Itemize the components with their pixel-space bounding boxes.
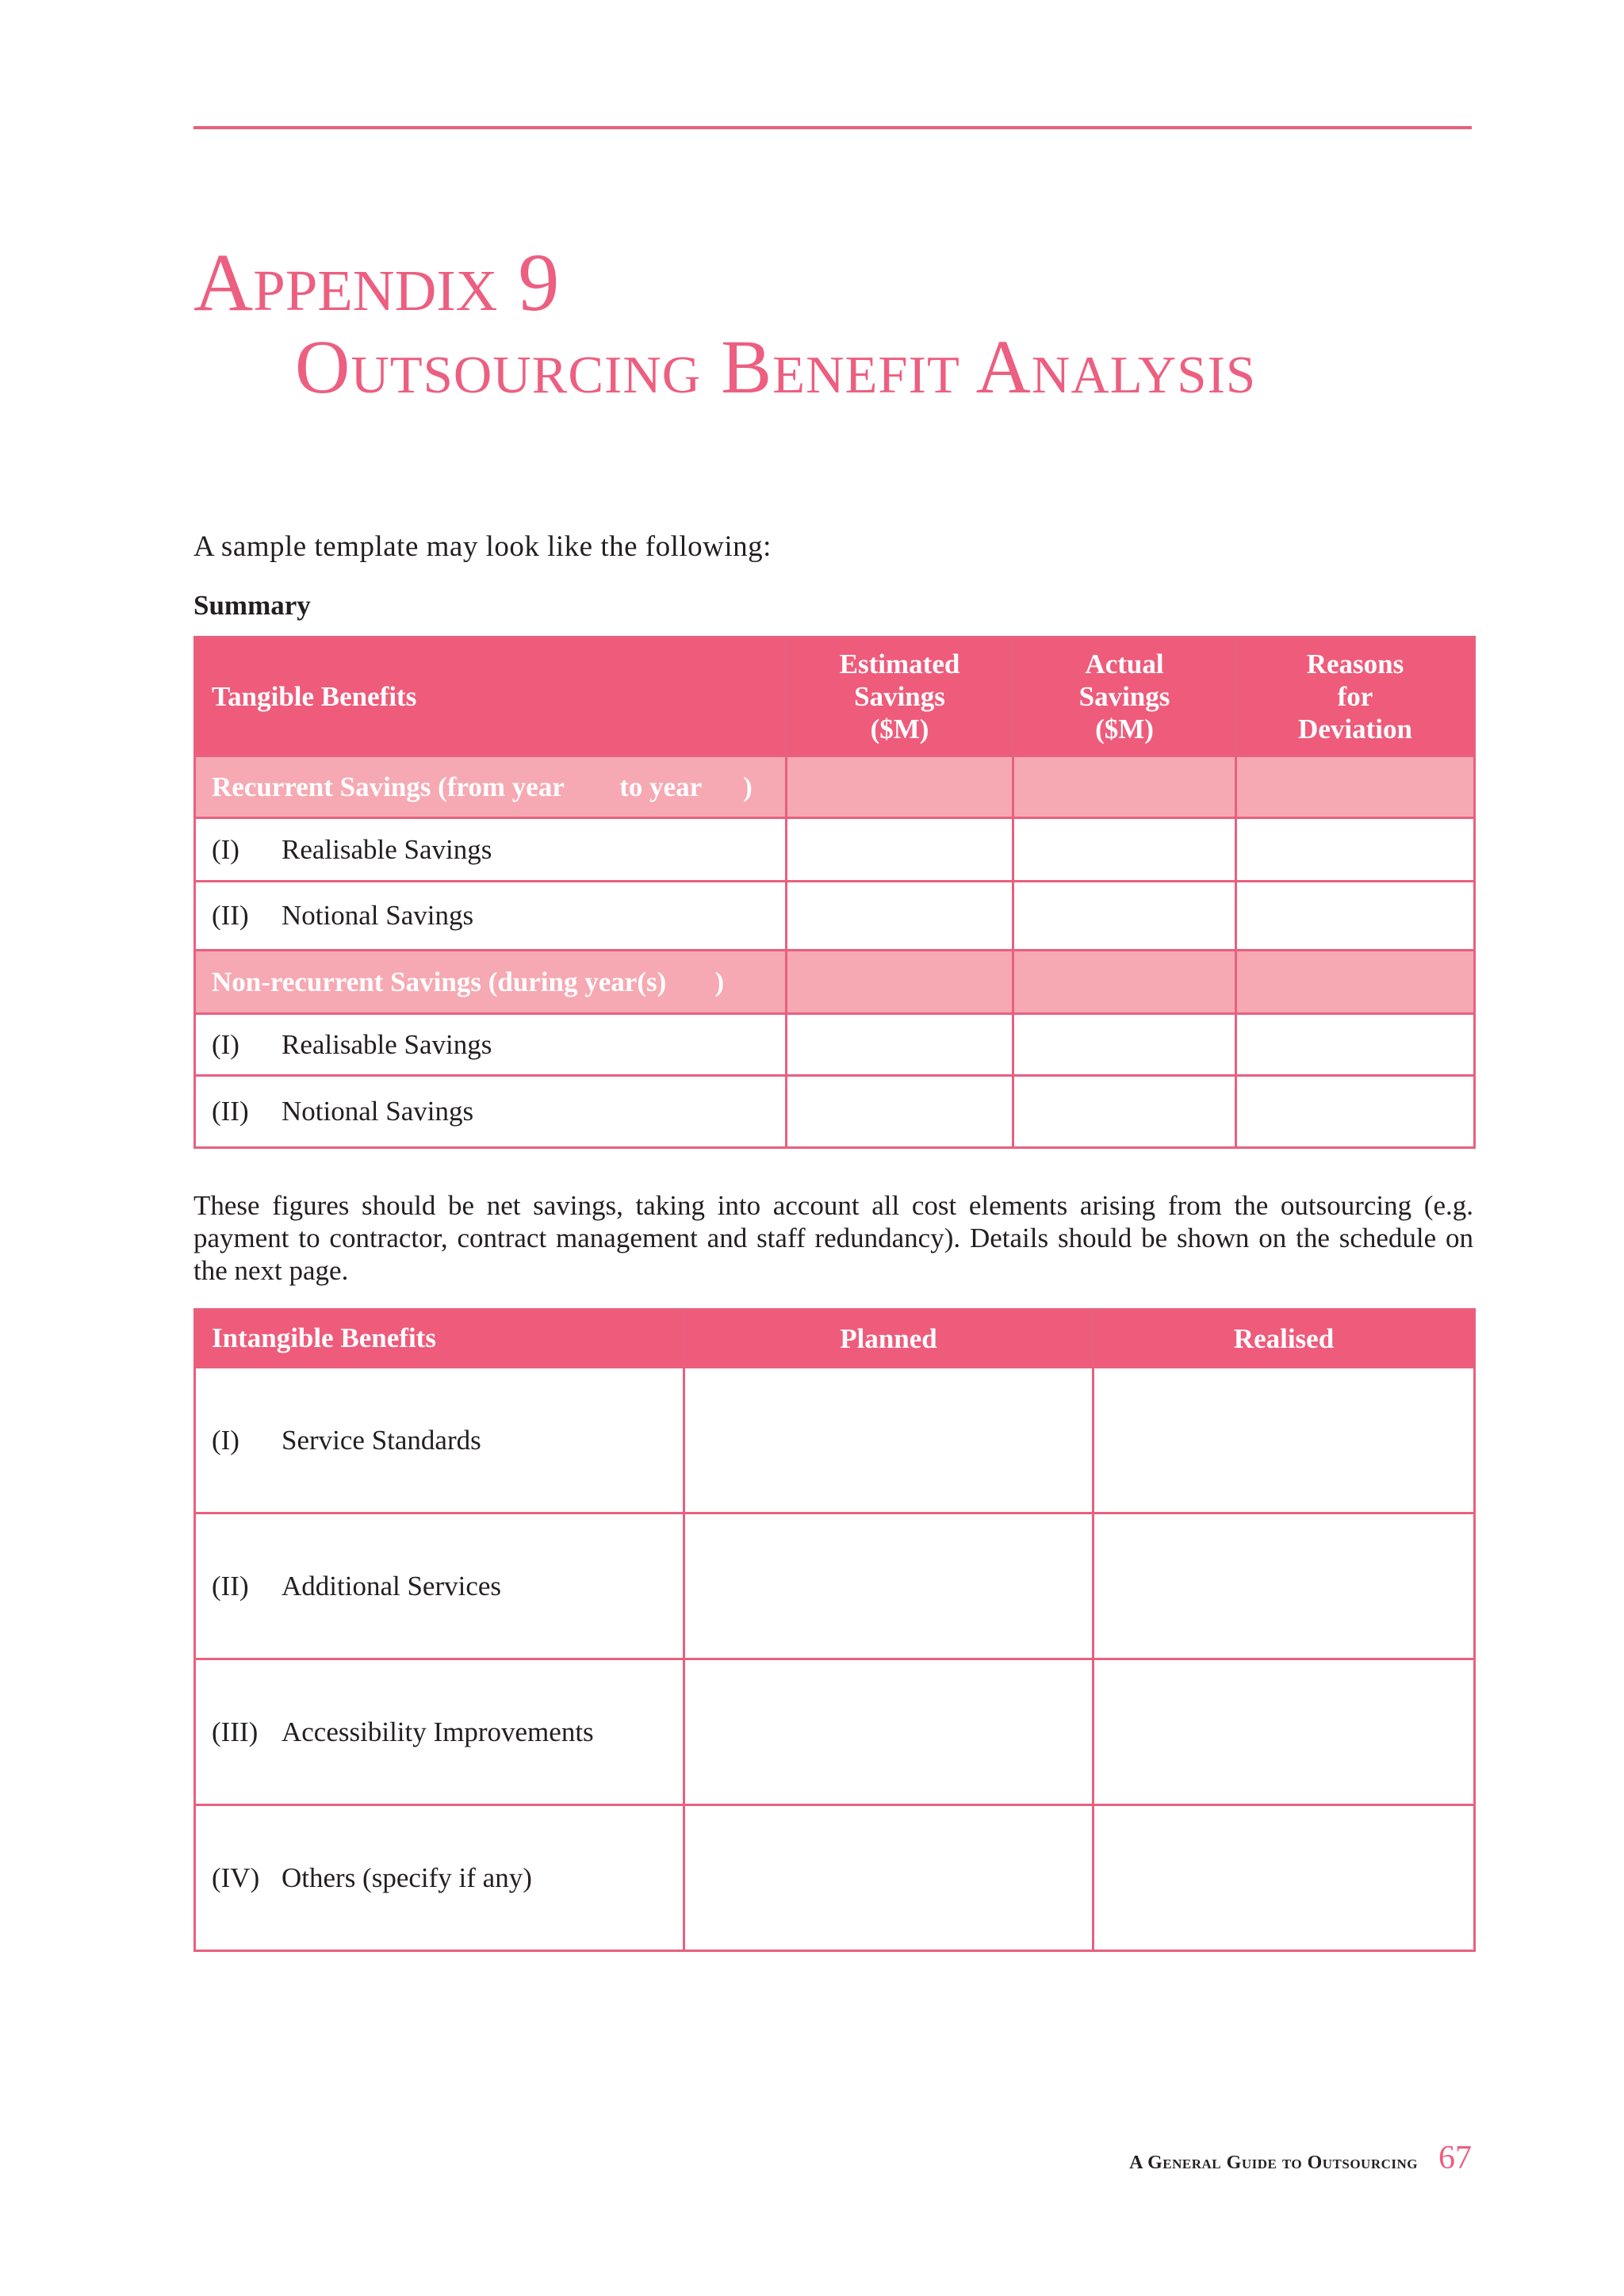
- row-label: Notional Savings: [282, 1096, 474, 1127]
- row-label: Others (specify if any): [282, 1862, 532, 1893]
- intro-text: A sample template may look like the following:: [193, 530, 772, 563]
- header-estimated-line-2: Savings: [854, 681, 945, 712]
- row-number: (I): [212, 833, 239, 865]
- planned-cell: [684, 1805, 1094, 1951]
- table-row: [195, 1805, 1475, 1951]
- estimated-savings-cell: [787, 1014, 1013, 1076]
- section-label-recurrent: Recurrent Savings (from year to year ): [195, 756, 787, 818]
- row-label-cell: [195, 1513, 684, 1659]
- header-reasons-line-1: Reasons: [1306, 649, 1404, 679]
- tangible-benefits-table: [193, 636, 1476, 1149]
- planned-cell: [684, 1513, 1094, 1659]
- footer-title: A General Guide to Outsourcing: [1129, 2152, 1418, 2173]
- section-cell: [787, 951, 1013, 1014]
- row-number: (II): [212, 1570, 249, 1601]
- row-label: Service Standards: [282, 1424, 481, 1456]
- row-number: (I): [212, 1424, 239, 1456]
- row-number: (I): [212, 1028, 239, 1060]
- title-line-1: Appendix 9: [193, 237, 560, 328]
- table-row: [195, 1368, 1475, 1513]
- actual-savings-cell: [1013, 1076, 1236, 1148]
- row-number: (II): [212, 1096, 249, 1127]
- header-reasons-line-3: Deviation: [1298, 714, 1412, 744]
- header-estimated-line-1: Estimated: [839, 649, 960, 679]
- actual-savings-cell: [1013, 882, 1236, 951]
- section-cell: [787, 756, 1013, 818]
- table-row: [195, 818, 1475, 882]
- page-title: [193, 237, 1257, 409]
- row-label-cell: [195, 1805, 684, 1951]
- realised-cell: [1094, 1805, 1475, 1951]
- realised-cell: [1094, 1368, 1475, 1513]
- net-savings-note: These figures should be net savings, taking into account all cost elements arising from the outsourcing (e.g. payment to contractor, contract management and staff redundancy). Details should be shown on the schedule on the next page.: [193, 1190, 1473, 1286]
- actual-savings-cell: [1013, 818, 1236, 882]
- header-estimated-savings: [787, 637, 1013, 756]
- section-cell: [1236, 756, 1475, 818]
- row-number: (III): [212, 1716, 259, 1747]
- reasons-cell: [1236, 818, 1475, 882]
- top-rule: [193, 126, 1472, 129]
- table-row: [195, 1014, 1475, 1076]
- row-number: (II): [212, 900, 249, 931]
- header-estimated-line-3: ($M): [870, 714, 929, 744]
- row-label: Additional Services: [282, 1570, 502, 1601]
- row-label-cell: [195, 1014, 787, 1076]
- tangible-header-row: [195, 637, 1475, 756]
- summary-label: Summary: [193, 590, 311, 621]
- table-row: [195, 882, 1475, 951]
- row-label-cell: [195, 1076, 787, 1148]
- header-intangible-benefits: Intangible Benefits: [195, 1310, 684, 1368]
- header-actual-savings: [1013, 637, 1236, 756]
- table-row: [195, 1659, 1475, 1805]
- estimated-savings-cell: [787, 1076, 1013, 1148]
- header-reasons-for-deviation: [1236, 637, 1475, 756]
- row-label: Notional Savings: [282, 900, 474, 931]
- row-label-cell: [195, 818, 787, 882]
- row-label: Accessibility Improvements: [282, 1716, 594, 1747]
- row-label-cell: [195, 1368, 684, 1513]
- row-label-cell: [195, 1659, 684, 1805]
- realised-cell: [1094, 1513, 1475, 1659]
- realised-cell: [1094, 1659, 1475, 1805]
- header-tangible-benefits: Tangible Benefits: [195, 637, 787, 756]
- row-number: (IV): [212, 1862, 260, 1893]
- intangible-benefits-table: [193, 1308, 1476, 1952]
- actual-savings-cell: [1013, 1014, 1236, 1076]
- section-cell: [1236, 951, 1475, 1014]
- header-planned: Planned: [684, 1310, 1094, 1368]
- intangible-header-row: [195, 1310, 1475, 1368]
- section-cell: [1013, 756, 1236, 818]
- header-actual-line-1: Actual: [1085, 649, 1164, 679]
- planned-cell: [684, 1368, 1094, 1513]
- estimated-savings-cell: [787, 882, 1013, 951]
- header-reasons-line-2: for: [1337, 681, 1373, 712]
- reasons-cell: [1236, 1076, 1475, 1148]
- row-label: Realisable Savings: [282, 833, 492, 865]
- row-label: Realisable Savings: [282, 1028, 492, 1060]
- section-label-non-recurrent: Non-recurrent Savings (during year(s) ): [195, 951, 787, 1014]
- section-cell: [1013, 951, 1236, 1014]
- header-actual-line-3: ($M): [1095, 714, 1154, 744]
- table-row: [195, 1076, 1475, 1148]
- table-row: [195, 1513, 1475, 1659]
- page-number: 67: [1438, 2140, 1472, 2176]
- header-actual-line-2: Savings: [1078, 681, 1170, 712]
- planned-cell: [684, 1659, 1094, 1805]
- title-line-2: Outsourcing Benefit Analysis: [295, 324, 1257, 409]
- section-row-non-recurrent: [195, 951, 1475, 1014]
- section-row-recurrent: [195, 756, 1475, 818]
- row-label-cell: [195, 882, 787, 951]
- reasons-cell: [1236, 882, 1475, 951]
- estimated-savings-cell: [787, 818, 1013, 882]
- page-footer: [1129, 2139, 1472, 2177]
- reasons-cell: [1236, 1014, 1475, 1076]
- header-realised: Realised: [1094, 1310, 1475, 1368]
